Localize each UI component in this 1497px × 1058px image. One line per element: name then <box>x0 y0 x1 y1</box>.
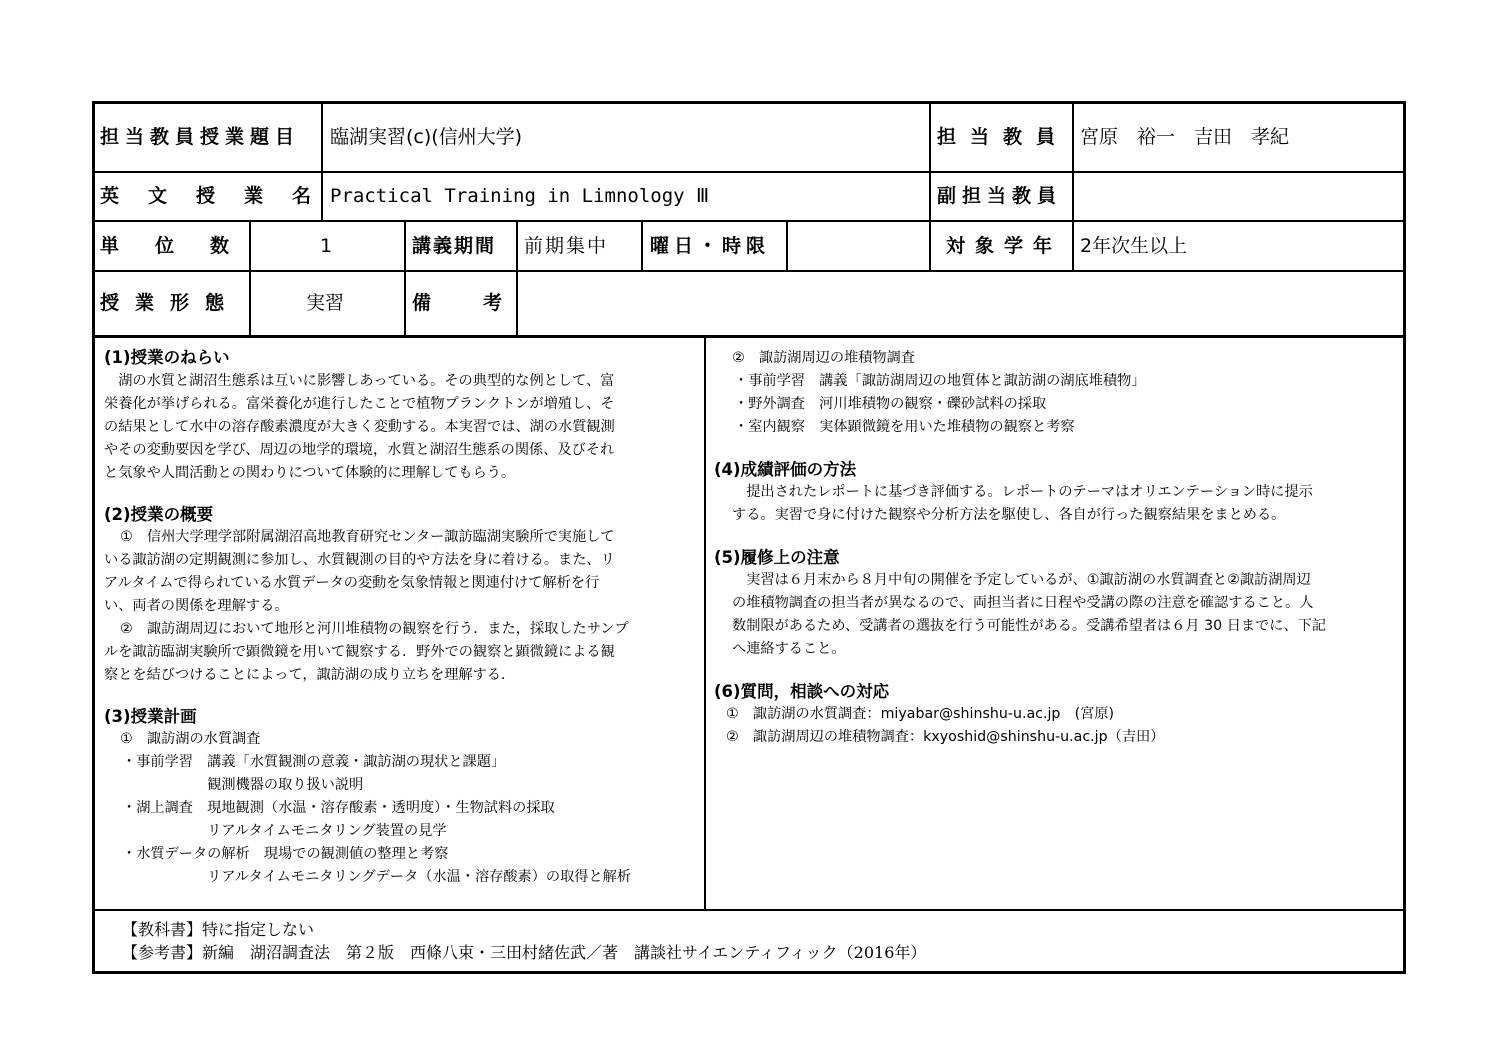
grading-line: する。実習で身に付けた観察や分析方法を駆使し、各自が行った観察結果をまとめる。 <box>732 507 1286 523</box>
target: 2年次生以上 <box>1080 234 1188 257</box>
right-column <box>714 347 1400 749</box>
notes-line: の堆積物調査の担当者が異なるので、両担当者に日程や受講の際の注意を確認すること。人 <box>732 595 1314 611</box>
col-divider <box>404 220 406 335</box>
footer-divider <box>92 909 1406 911</box>
remarks-label: 備考 <box>412 291 555 314</box>
col-divider <box>516 220 518 335</box>
notes-line: 実習は６月末から８月中旬の開催を予定しているが、①諏訪湖の水質調査と②諏訪湖周辺 <box>732 572 1311 588</box>
english-title: Practical Training in Limnology Ⅲ <box>330 184 710 207</box>
notes-line: 数制限があるため、受講者の選抜を行う可能性がある。受講希望者は６月 30 日までに、下記 <box>732 618 1327 634</box>
plan-line: ・湖上調査 現地観測（水温・溶存酸素・透明度）・生物試料の採取 <box>122 800 555 816</box>
section-grading-title: (4)成績評価の方法 <box>714 460 857 479</box>
contact-line: ① 諏訪湖の水質調査：miyabar@shinshu-u.ac.jp (宮原) <box>726 706 1115 722</box>
overview-line: 察とを結びつけることによって，諏訪湖の成り立ちを理解する． <box>104 667 516 683</box>
aim-line: 栄養化が挙げられる。富栄養化が進行したことで植物プランクトンが増殖し、そ <box>104 396 615 412</box>
notes-line: へ連絡すること。 <box>732 641 846 657</box>
format: 実習 <box>306 291 345 314</box>
row-divider <box>92 220 1406 222</box>
aim-line: と気象や人間活動との関わりについて体験的に理解してもらう。 <box>104 465 516 481</box>
textbook: 【教科書】特に指定しない <box>122 920 315 939</box>
plan-cont-line: ・事前学習 講義「諏訪湖周辺の地質体と諏訪湖の湖底堆積物」 <box>734 373 1146 389</box>
section-aim-title: (1)授業のねらい <box>104 348 230 367</box>
section-overview-title: (2)授業の概要 <box>104 505 214 524</box>
plan-cont-line: ・室内観察 実体顕微鏡を用いた堆積物の観察と考察 <box>734 419 1075 435</box>
credits-label: 単位数 <box>100 234 266 257</box>
plan-line: ① 諏訪湖の水質調査 <box>120 731 261 747</box>
overview-line: いる諏訪湖の定期観測に参加し、水質観測の目的や方法を身に着ける。また、リ <box>104 552 615 568</box>
plan-cont-line: ② 諏訪湖周辺の堆積物調査 <box>732 350 915 366</box>
instructor-label: 担当教員 <box>937 125 1070 148</box>
reference-book: 【参考書】新編 湖沼調査法 第２版 西條八束・三田村緒佐武／著 講談社サイエンティフィック（2016年） <box>122 943 927 962</box>
aim-line: 湖の水質と湖沼生態系は互いに影響しあっている。その典型的な例として、富 <box>104 373 615 389</box>
plan-line: ・水質データの解析 現場での観測値の整理と考察 <box>122 846 449 862</box>
plan-line: リアルタイムモニタリング装置の見学 <box>122 823 447 839</box>
section-notes-title: (5)履修上の注意 <box>714 548 840 567</box>
contact-line: ② 諏訪湖周辺の堆積物調査：kxyoshid@shinshu-u.ac.jp（吉田） <box>726 729 1165 745</box>
section-plan-title: (3)授業計画 <box>104 707 197 726</box>
course-title-label: 担当教員授業題目 <box>100 125 301 148</box>
col-divider <box>929 101 931 270</box>
plan-line: リアルタイムモニタリングデータ（水温・溶存酸素）の取得と解析 <box>122 869 632 885</box>
overview-line: アルタイムで得られている水質データの変動を気象情報と関連付けて解析を行 <box>104 575 600 591</box>
course-title: 臨湖実習(c)(信州大学) <box>330 125 523 148</box>
col-divider <box>321 101 323 171</box>
plan-cont-line: ・野外調査 河川堆積物の観察・礫砂試料の採取 <box>734 396 1047 412</box>
aim-line: の結果として水中の溶存酸素濃度が大きく変動する。本実習では、湖の水質観測 <box>104 419 615 435</box>
sub-instructor-label: 副担当教員 <box>937 184 1063 207</box>
overview-line: ② 諏訪湖周辺において地形と河川堆積物の観察を行う．また，採取したサンプ <box>120 621 629 637</box>
col-divider <box>786 220 788 270</box>
instructor: 宮原 裕一 吉田 孝紀 <box>1080 125 1290 148</box>
grading-line: 提出されたレポートに基づき評価する。レポートのテーマはオリエンテーション時に提示 <box>732 484 1313 500</box>
section-contact-title: (6)質問，相談への対応 <box>714 682 890 701</box>
english-title-label: 英文授業名 <box>100 184 341 207</box>
overview-line: ルを諏訪臨湖実験所で顕微鏡を用いて観察する．野外での観察と顕微鏡による観 <box>104 644 615 660</box>
format-label: 授業形態 <box>100 291 241 314</box>
period-label: 講義期間 <box>412 234 497 257</box>
body-col-divider <box>704 335 706 909</box>
col-divider <box>1072 101 1074 270</box>
period: 前期集中 <box>524 234 609 257</box>
header-body-divider <box>92 335 1406 338</box>
row-divider <box>92 171 1406 173</box>
overview-line: い、両者の関係を理解する。 <box>104 598 289 614</box>
overview-line: ① 信州大学理学部附属湖沼高地教育研究センター諏訪臨湖実験所で実施して <box>120 529 615 545</box>
day-time-label: 曜日・時限 <box>650 234 771 257</box>
aim-line: やその変動要因を学び、周辺の地学的環境，水質と湖沼生態系の関係、及びそれ <box>104 442 615 458</box>
plan-line: ・事前学習 講義「水質観測の意義・諏訪湖の現状と課題」 <box>122 754 506 770</box>
col-divider <box>641 220 643 270</box>
left-column <box>104 346 700 889</box>
credits: 1 <box>320 234 333 257</box>
target-label: 対象学年 <box>946 234 1063 257</box>
row-divider <box>92 270 1406 272</box>
plan-line: 観測機器の取り扱い説明 <box>122 777 364 793</box>
